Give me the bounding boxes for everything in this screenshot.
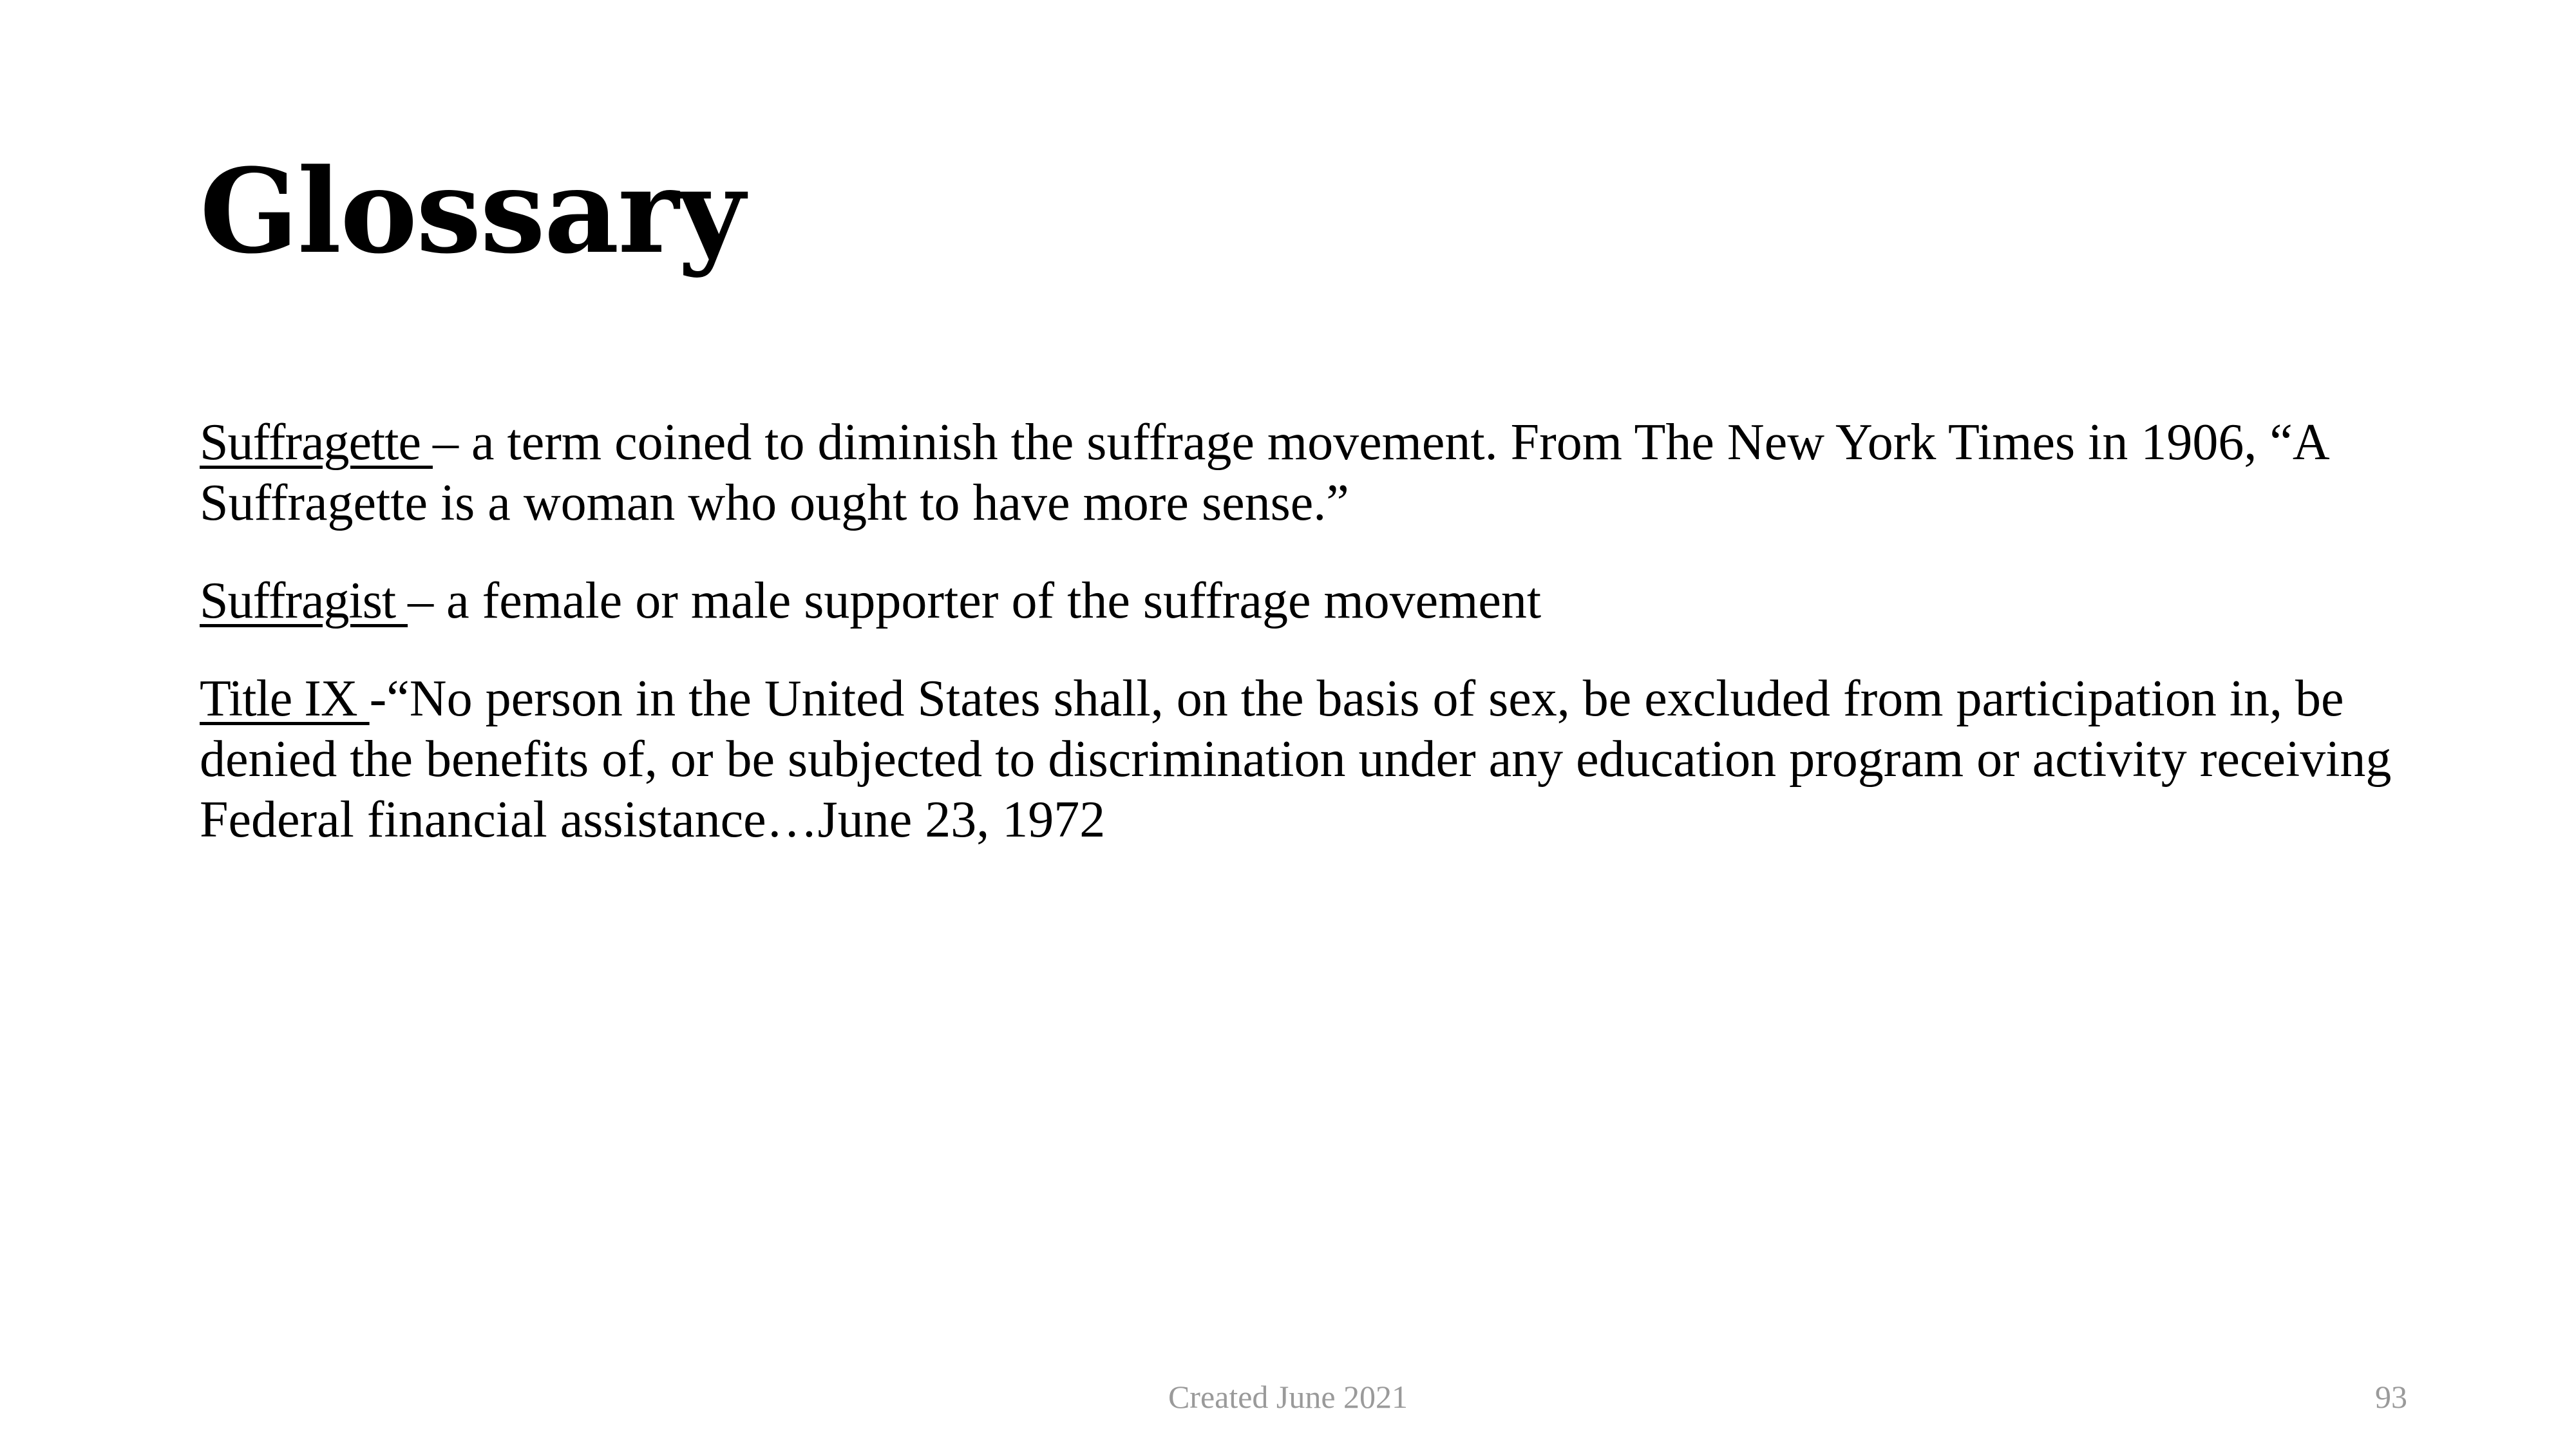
glossary-list xyxy=(200,412,2428,887)
glossary-term: Title IX xyxy=(200,670,370,727)
glossary-term: Suffragette xyxy=(200,414,433,471)
glossary-entry-suffragist xyxy=(200,571,2428,631)
glossary-definition: -“No person in the United States shall, on the basis of sex, be excluded from participation in, be denied the benefits of, or be subjected to discrimination under any education program or activity receiving Federal financial assistance…June 23, 1972 xyxy=(200,670,2392,848)
glossary-definition: – a term coined to diminish the suffrage movement. From The New York Times in 1906, “A Suffragette is a woman who ought to have more sense.” xyxy=(200,414,2327,531)
slide-title: Glossary xyxy=(200,144,744,279)
glossary-entry-suffragette xyxy=(200,412,2428,533)
glossary-entry-title-ix xyxy=(200,668,2428,850)
page-number: 93 xyxy=(2375,1379,2407,1415)
glossary-term: Suffragist xyxy=(200,573,408,629)
glossary-definition: – a female or male supporter of the suffrage movement xyxy=(408,573,1542,629)
footer-created-date: Created June 2021 xyxy=(1168,1379,1408,1415)
